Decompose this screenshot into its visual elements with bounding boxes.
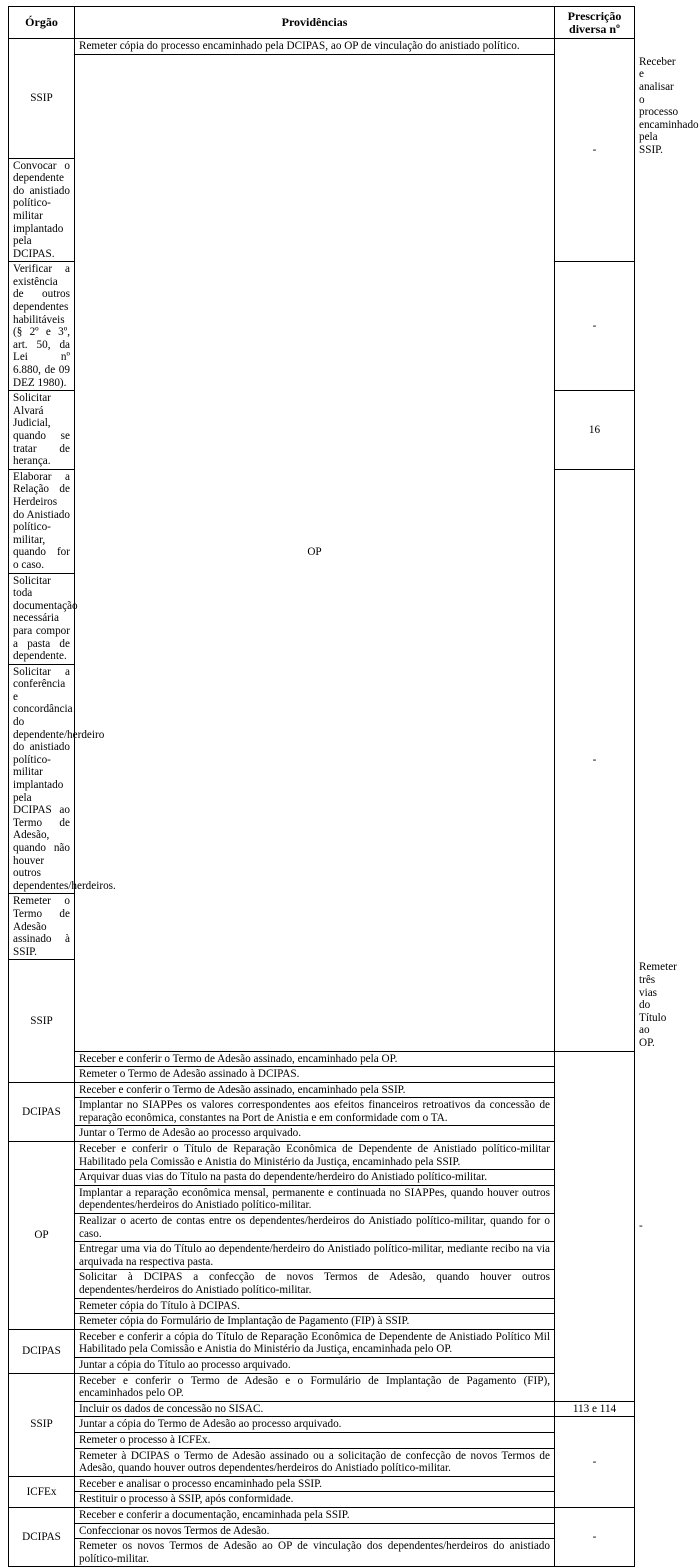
prescricao-cell: 16: [555, 391, 635, 470]
table-row: [9, 1432, 635, 1448]
prescricao-cell: -: [555, 469, 635, 1051]
table-row: [9, 1142, 635, 1170]
providencia-cell: Remeter o Termo de Adesão assinado à DCIPAS.: [75, 1067, 555, 1083]
table-row: [9, 1417, 635, 1433]
table-row: [9, 1270, 635, 1298]
table-row: OP Receber e analisar o processo encaminhado pela SSIP.: [9, 54, 635, 158]
table-row: [9, 1476, 635, 1492]
orgao-cell: SSIP: [9, 960, 75, 1082]
table-row: [9, 1170, 635, 1186]
providencia-cell: Receber e conferir a cópia do Título de Reparação Econômica de Dependente de Anistiado Político Mil Habilitado pela Comissão e Anistia do Ministério da Justiça, encaminhada pelo OP.: [75, 1329, 555, 1357]
table-row: [9, 1051, 635, 1067]
orgao-cell: DCIPAS: [9, 1507, 75, 1566]
table-row: [9, 1082, 635, 1098]
table-row: [9, 1401, 635, 1417]
providencia-cell: Implantar no SIAPPes os valores correspondentes aos efeitos financeiros retroativos da concessão de reparação econômica, constantes na Port de Anistia e em conformidade com o TA.: [75, 1098, 555, 1126]
providencia-cell: Arquivar duas vias do Título na pasta do dependente/herdeiro do Anistiado político-militar.: [75, 1170, 555, 1186]
table-row: [9, 1373, 635, 1401]
providencia-cell: Remeter cópia do processo encaminhado pela DCIPAS, ao OP de vinculação do anistiado político.: [75, 39, 555, 55]
table-row: [9, 1523, 635, 1539]
orgao-cell: DCIPAS: [9, 1082, 75, 1141]
providencia-cell: Juntar o Termo de Adesão ao processo arquivado.: [75, 1126, 555, 1142]
table-row: [9, 1067, 635, 1083]
table-row: [9, 1098, 635, 1126]
providencia-cell: Receber e conferir o Termo de Adesão e o Formulário de Implantação de Pagamento (FIP), encaminhados pelo OP.: [75, 1373, 555, 1401]
prescricao-cell: -: [555, 1507, 635, 1566]
providencia-cell: Receber e conferir o Título de Reparação Econômica de Dependente de Anistiado político-militar Habilitado pela Comissão e Anistia do Ministério da Justiça, encaminhado pela SSIP.: [75, 1142, 555, 1170]
header-prescricao: Prescrição diversa nº: [555, 7, 635, 39]
providencia-cell: Confeccionar os novos Termos de Adesão.: [75, 1523, 555, 1539]
providencia-cell: Verificar a existência de outros dependentes habilitáveis (§ 2º e 3º, art. 50, da Lei nº 6.880, de 09 DEZ 1980).: [9, 262, 75, 391]
orgao-cell: OP: [9, 1142, 75, 1330]
procedures-table: [8, 6, 699, 1567]
header-providencias: Providências: [75, 7, 555, 39]
header-orgao: Órgão: [9, 7, 75, 39]
providencia-cell: Solicitar toda documentação necessária para compor a pasta de dependente.: [9, 573, 75, 664]
table-row: [9, 1448, 635, 1476]
providencia-cell: Juntar a cópia do Título ao processo arquivado.: [75, 1357, 555, 1373]
providencia-cell: Receber e analisar o processo encaminhado pela SSIP.: [75, 1476, 555, 1492]
providencia-cell: Remeter o processo à ICFEx.: [75, 1432, 555, 1448]
prescricao-cell: 113 e 114: [555, 1401, 635, 1417]
table-row: [9, 1185, 635, 1213]
table-row: [9, 1329, 635, 1357]
providencia-cell: Juntar a cópia do Termo de Adesão ao processo arquivado.: [75, 1417, 555, 1433]
table-row: SSIP Remeter três vias do Título ao OP. -: [9, 960, 635, 1051]
table-row: [9, 1539, 635, 1567]
prescricao-cell: -: [555, 262, 635, 391]
providencia-cell: Solicitar a conferência e concordância do dependente/herdeiro do anistiado político-militar implantado pela DCIPAS ao Termo de Adesão, quando não houver outros dependentes/herdeiros.: [9, 664, 75, 894]
orgao-cell: ICFEx: [9, 1476, 75, 1507]
table-row: [9, 1298, 635, 1314]
providencia-cell: Elaborar a Relação de Herdeiros do Anistiado político-militar, quando for o caso.: [9, 469, 75, 573]
table-row: [9, 1314, 635, 1330]
providencia-cell: Remeter à DCIPAS o Termo de Adesão assinado ou a solicitação de confecção de novos Termos de Adesão, quando houver outros dependentes/herdeiros do Anistiado político-militar.: [75, 1448, 555, 1476]
prescricao-cell: -: [555, 1417, 635, 1508]
providencia-cell: Remeter cópia do Título à DCIPAS.: [75, 1298, 555, 1314]
orgao-cell: OP: [75, 54, 555, 1051]
providencia-cell: Remeter o Termo de Adesão assinado à SSIP.: [9, 894, 75, 960]
providencia-cell: Implantar a reparação econômica mensal, permanente e continuada no SIAPPes, quando houver outros dependentes/herdeiros do Anistiado político-militar.: [75, 1185, 555, 1213]
providencia-cell: Solicitar Alvará Judicial, quando se tratar de herança.: [9, 391, 75, 470]
providencia-cell: Convocar o dependente do anistiado político-militar implantado pela DCIPAS.: [9, 158, 75, 262]
table-row: [9, 1492, 635, 1508]
table-row: [9, 1507, 635, 1523]
providencia-cell: Solicitar à DCIPAS a confecção de novos Termos de Adesão, quando houver outros dependentes/herdeiros do Anistiado político-militar.: [75, 1270, 555, 1298]
table-row: [9, 1242, 635, 1270]
orgao-cell: DCIPAS: [9, 1329, 75, 1373]
providencia-cell: Entregar uma via do Título ao dependente/herdeiro do Anistiado político-militar, mediante recibo na via arquivada na respectiva pasta.: [75, 1242, 555, 1270]
table-row: [9, 39, 635, 55]
providencia-cell: Remeter os novos Termos de Adesão ao OP de vinculação dos dependentes/herdeiros do anistiado político-militar.: [75, 1539, 555, 1567]
providencia-cell: Receber e conferir o Termo de Adesão assinado, encaminhado pela SSIP.: [75, 1082, 555, 1098]
prescricao-cell: -: [555, 39, 635, 262]
providencia-cell: Receber e conferir o Termo de Adesão assinado, encaminhado pela OP.: [75, 1051, 555, 1067]
providencia-cell: Restituir o processo à SSIP, após conformidade.: [75, 1492, 555, 1508]
orgao-cell: SSIP: [9, 39, 75, 158]
providencia-cell: Receber e conferir a documentação, encaminhada pela SSIP.: [75, 1507, 555, 1523]
table-row: [9, 1126, 635, 1142]
header-row: [9, 7, 635, 39]
orgao-cell: SSIP: [9, 1373, 75, 1476]
providencia-cell: Incluir os dados de concessão no SISAC.: [75, 1401, 555, 1417]
table-row: [9, 1357, 635, 1373]
providencia-cell: Remeter cópia do Formulário de Implantação de Pagamento (FIP) à SSIP.: [75, 1314, 555, 1330]
table-row: [9, 1214, 635, 1242]
providencia-cell: Realizar o acerto de contas entre os dependentes/herdeiros do Anistiado político-militar, quando for o caso.: [75, 1214, 555, 1242]
